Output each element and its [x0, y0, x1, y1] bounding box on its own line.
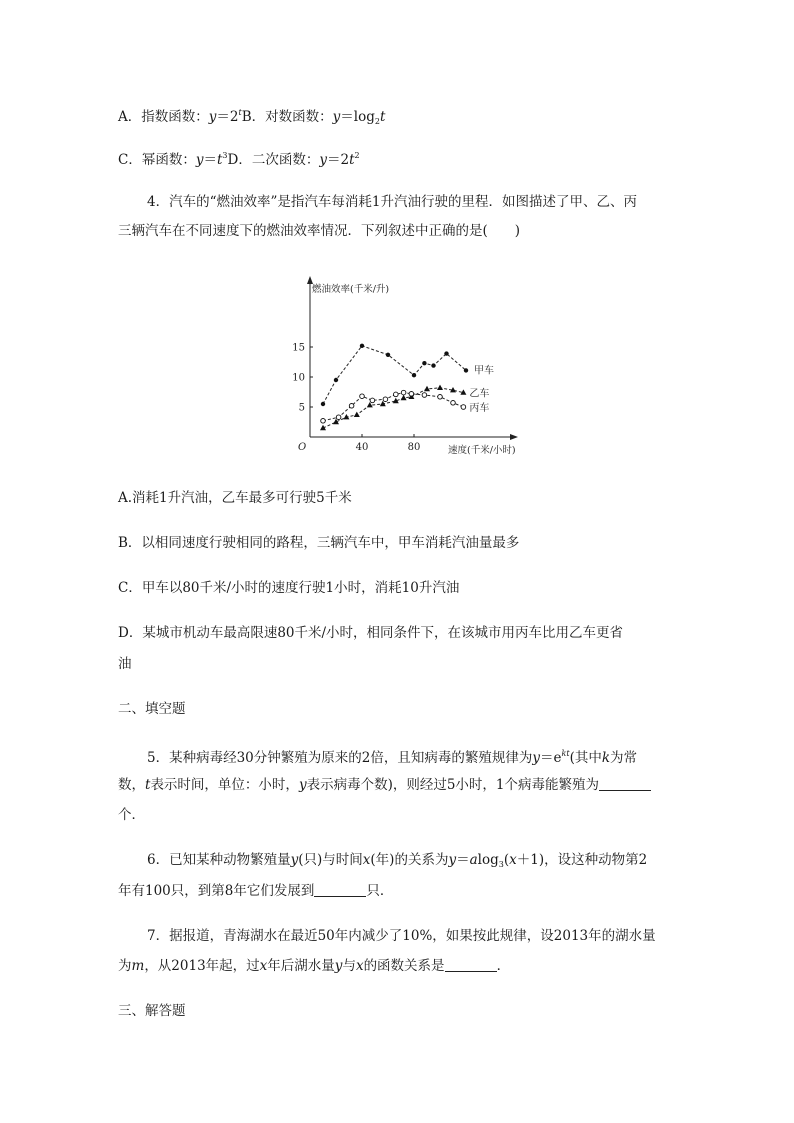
data-point: [401, 395, 407, 400]
data-point: [422, 361, 426, 365]
q4-option-c: C．甲车以80千米/小时的速度行驶1小时，消耗10升汽油: [118, 580, 460, 596]
data-point: [386, 353, 390, 357]
q4-stem-line2: 三辆汽车在不同速度下的燃油效率情况．下列叙述中正确的是( ): [118, 223, 521, 239]
data-point: [424, 386, 430, 391]
x-axis-arrow: [510, 434, 518, 440]
q4-option-b: B．以相同速度行驶相同的路程，三辆汽车中，甲车消耗汽油量最多: [118, 535, 520, 551]
data-point: [334, 378, 338, 382]
data-point: [422, 393, 427, 398]
y-axis-arrow: [307, 276, 313, 284]
q6-line2: 年有100只，到第8年它们发展到 只．: [118, 883, 394, 899]
data-point: [336, 415, 341, 420]
x-axis-label: 速度(千米/小时): [448, 445, 516, 456]
series-label: 甲车: [474, 365, 494, 377]
data-point: [409, 392, 414, 397]
data-point: [321, 419, 326, 424]
q5-line1: 5．某种病毒经30分钟繁殖为原来的2倍，且知病毒的繁殖规律为$y=e^{kt}$(其中k为常: [147, 749, 638, 766]
origin-label: O: [298, 442, 307, 453]
q3-options-line2: C．幂函数：$y=t^3D$．二次函数：$y=2t^2$: [118, 151, 360, 168]
data-point: [349, 404, 354, 409]
data-point: [464, 368, 468, 372]
y-tick-label: 15: [292, 342, 305, 354]
data-point: [437, 385, 443, 390]
series-丙车: [321, 390, 466, 423]
data-point: [431, 363, 435, 367]
data-point: [412, 373, 416, 377]
data-point: [394, 392, 399, 397]
data-point: [321, 402, 325, 406]
y-tick-label: 10: [292, 372, 305, 384]
section3-title: 三、解答题: [118, 1003, 186, 1019]
data-point: [383, 397, 388, 402]
q4-option-a: A.消耗1升汽油，乙车最多可行驶5千米: [118, 490, 352, 506]
q4-option-d-line1: D．某城市机动车最高限速80千米/小时，相同条件下，在该城市用丙车比用乙车更省: [118, 625, 624, 641]
q4-stem-line1: 4．汽车的“燃油效率”是指汽车每消耗1升汽油行驶的里程．如图描述了甲、乙、丙: [147, 194, 637, 210]
data-point: [451, 401, 456, 406]
data-point: [438, 395, 443, 400]
q6-line1: 6．已知某种动物繁殖量y(只)与时间x(年)的关系为y＝alog$_3$(x＋1)，设这种动物第2: [147, 852, 648, 869]
data-point: [401, 390, 406, 395]
answer-blank[interactable]: [599, 777, 651, 791]
q7-line2: 为m，从2013年起，过x年后湖水量y与x的函数关系是 ．: [118, 958, 511, 974]
x-tick-label: 80: [407, 442, 421, 453]
data-point: [444, 351, 448, 355]
data-point: [461, 405, 466, 410]
chart-series: [320, 344, 468, 431]
data-point: [360, 344, 364, 348]
fuel-efficiency-chart: [288, 270, 538, 460]
series-乙车: [320, 385, 466, 431]
y-axis-label: 燃油效率(千米/升): [312, 284, 390, 295]
data-point: [354, 412, 360, 417]
q3-options-line1: A．指数函数：$y=2^tB$．对数函数：$y=\log_2t$: [118, 108, 386, 126]
answer-blank[interactable]: [314, 883, 366, 897]
q5-line2: 数，t表示时间，单位：小时，y表示病毒个数)，则经过5小时，1个病毒能繁殖为: [118, 776, 651, 794]
answer-blank[interactable]: [445, 958, 497, 972]
q5-line3: 个．: [118, 807, 145, 823]
data-point: [360, 394, 365, 399]
y-tick-label: 5: [298, 402, 305, 414]
q4-option-d-line2: 油: [118, 656, 132, 672]
x-tick-label: 40: [355, 442, 369, 453]
section2-title: 二、填空题: [118, 701, 186, 717]
series-label: 乙车: [469, 388, 490, 400]
series-label: 丙车: [469, 403, 490, 414]
data-point: [370, 398, 375, 403]
q7-line1: 7．据报道，青海湖水在最近50年内减少了10%，如果按此规律，设2013年的湖水量: [147, 928, 656, 944]
